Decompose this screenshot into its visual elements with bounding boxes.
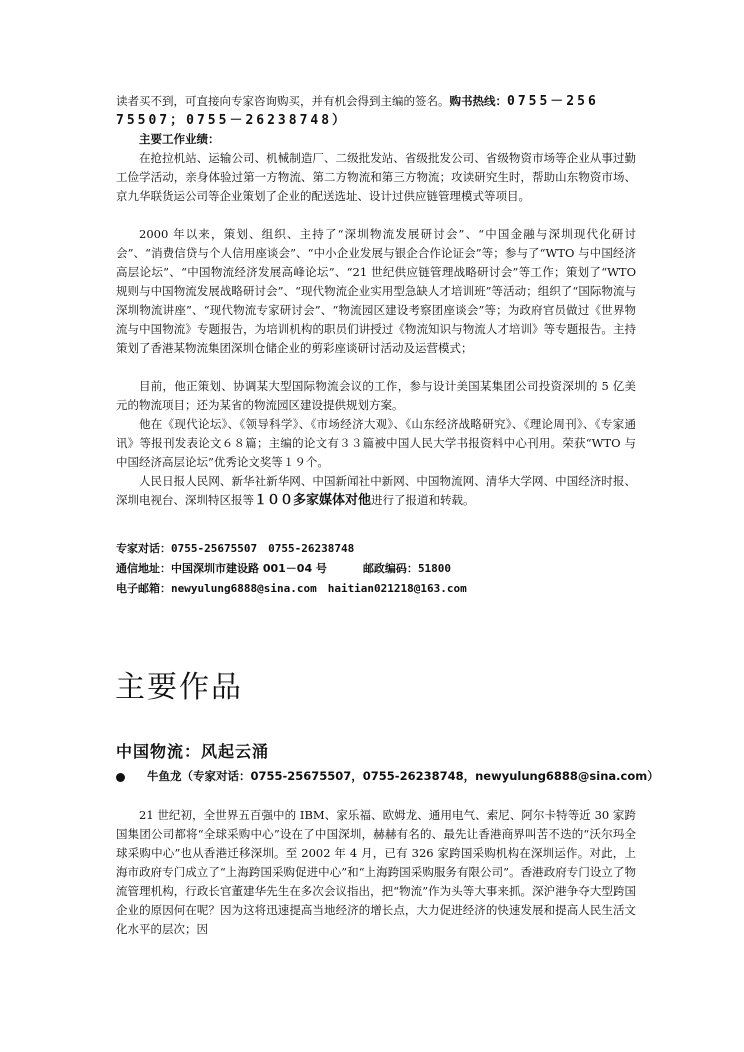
media-text-end: 进行了报道和转载。 (371, 493, 475, 507)
address-value: 中国深圳市建设路 001－04 号 (171, 562, 327, 575)
phone-label: 专家对话： (116, 542, 171, 555)
hotline-label: 购书热线： (449, 94, 507, 108)
article-title: 中国物流：风起云涌 (116, 742, 270, 761)
bio-paragraph-3: 目前，他正策划、协调某大型国际物流会议的工作，参与设计美国某集团公司投资深圳的 5 亿美元的物流项目；还为某省的物流园区建设提供规划方案。 (116, 379, 636, 412)
article-body: 21 世纪初，全世界五百强中的 IBM、家乐福、欧姆龙、通用电气、索尼、阿尔卡特等近 30 家跨国集团公司都将“全球采购中心”设在了中国深圳，赫赫有名的、最先让香港商界叫苦不迭的“沃尔玛全球采购中心”也从香港迁移深圳。至 2002 年 4 月，已有 326 家跨国采购机构在深圳运作。对此，上海市政府专门成立了“上海跨国采购促进中心”和“上海跨国采购服务有限公司”。香港政府专门设立了物流管理机构，行政长官董建华先生在多次会议指出，把“物流”作为头等大事来抓。深沪港争夺大型跨国企业的原因何在呢？因为这将迅速提高当地经济的增长点，大力促进经济的快速发展和提高人民生活文化水平的层次；因 (116, 808, 636, 936)
bio-paragraph-2: 2000 年以来，策划、组织、主持了“深圳物流发展研讨会”、“中国金融与深圳现代化研讨会”、“消费信贷与个人信用座谈会”、“中小企业发展与银企合作论证会”等；参与了“WTO 与中国经济高层论坛”、“中国物流经济发展高峰论坛”、“21 世纪供应链管理战略研讨会”等工作；策划了“WTO 规则与中国物流发展战略研讨会”、“现代物流企业实用型急缺人才培训班”等活动；组织了“国际物流与深圳物流讲座”、“现代物流专家研讨会”、“物流园区建设考察团座谈会”等；为政府官员做过《世界物流与中国物流》专题报告，为培训机构的职员们讲授过《物流知识与物流人才培训》等专题报告。主持策划了香港某物流集团深圳仓储企业的剪彩座谈研讨活动及运营模式； (116, 227, 636, 355)
intro-text: 读者买不到，可直接向专家咨询购买，并有机会得到主编的签名。 (116, 94, 450, 108)
bio-paragraph-5 (116, 472, 636, 510)
contact-address-line (116, 560, 451, 576)
author-info: 牛鱼龙（专家对话：0755-25675507，0755-26238748，newyulung6888@sina.com） (147, 769, 659, 783)
intro-paragraph (116, 92, 636, 130)
contact-email-line (116, 580, 467, 596)
email-label: 电子邮箱： (116, 582, 171, 595)
bio-paragraph-1: 在抢拉机站、运输公司、机械制造厂、二级批发站、省级批发公司、省级物资市场等企业从事过勤工俭学活动，亲身体验过第一方物流、第二方物流和第三方物流；攻读研究生时，帮助山东物资市场、京九华联货运公司等企业策划了企业的配送选址、设计过供应链管理模式等项目。 (116, 151, 636, 203)
media-text: 人民日报人民网、新华社新华网、中国新闻社中新网、中国物流网、清华大学网、中国经济时报、深圳电视台、深圳特区报等 (116, 474, 636, 507)
address-label: 通信地址： (116, 562, 171, 575)
email-value[interactable]: newyulung6888@sina.com haitian021218@163.com (171, 582, 467, 595)
author-line (116, 768, 659, 784)
hotline-number-1: 0755－256 (507, 94, 599, 109)
media-count: １００多家媒体对他 (254, 493, 372, 508)
contact-phone-line (116, 540, 354, 556)
section-title: 主要作品 (115, 670, 243, 705)
postcode-value: 51800 (417, 562, 452, 575)
bullet-icon (116, 773, 125, 782)
postcode-label: 邮政编码： (362, 562, 418, 575)
bio-paragraph-4: 他在《现代论坛》、《领导科学》、《市场经济大观》、《山东经济战略研究》、《理论周刊》、《专家通讯》等报刊发表论文６８篇；主编的论文有３３篇被中国人民大学书报资料中心刊用。荣获“WTO 与中国经济高层论坛”优秀论文奖等１９个。 (116, 417, 636, 469)
hotline-number-2: 75507；0755－26238748） (116, 113, 349, 128)
phone-value: 0755-25675507 0755-26238748 (171, 542, 355, 555)
achievements-heading: 主要工作业绩： (139, 132, 220, 146)
